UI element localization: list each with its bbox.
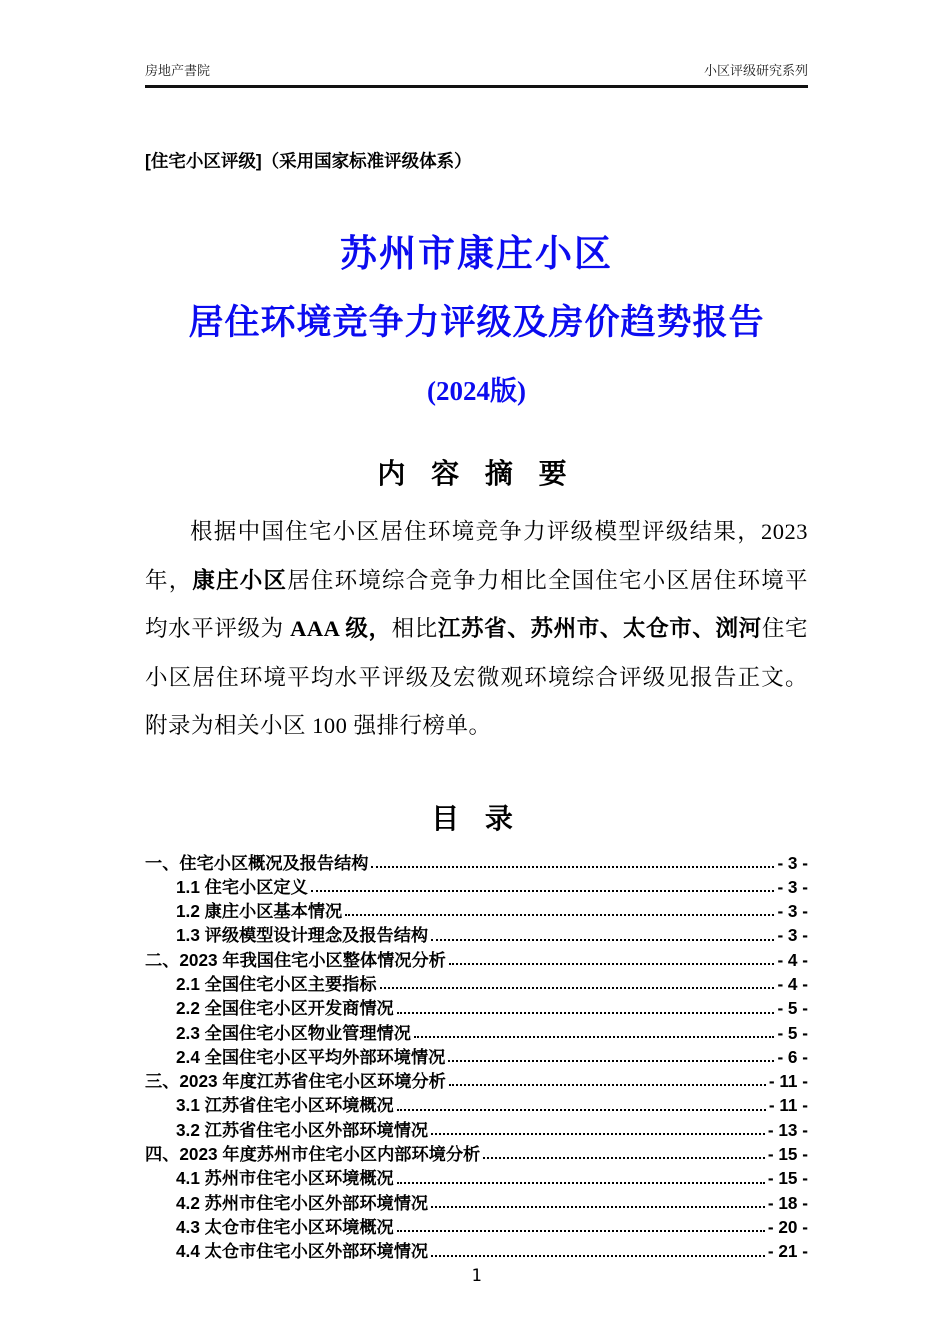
toc-entry-page: - 3 - [777, 901, 808, 922]
toc-entry[interactable] [145, 921, 808, 945]
header-left-text: 房地产書院 [145, 63, 211, 78]
abstract-segment: 相比 [391, 616, 438, 641]
toc-heading: 目 录 [431, 802, 522, 834]
toc-entry[interactable] [145, 970, 808, 994]
abstract-segment: AAA 级， [290, 616, 392, 641]
toc-entry-label: 3.2 江苏省住宅小区外部环境情况 [176, 1119, 429, 1140]
toc-entry[interactable] [145, 897, 808, 921]
toc-entry-label: 3.1 江苏省住宅小区环境概况 [176, 1095, 394, 1116]
toc-dot-leader [414, 1036, 775, 1038]
toc-dot-leader [431, 1255, 765, 1257]
toc-entry-page: - 13 - [767, 1119, 808, 1140]
toc-entry-label: 2.2 全国住宅小区开发商情况 [176, 998, 394, 1019]
abstract-paragraph [145, 508, 808, 751]
toc-entry-page: - 5 - [777, 998, 808, 1019]
toc-entry[interactable] [145, 1140, 808, 1164]
report-edition: (2024版) [427, 376, 526, 406]
toc-entry-page: - 3 - [777, 852, 808, 873]
rating-system-label: [住宅小区评级]（采用国家标准评级体系） [145, 151, 472, 171]
toc-entry[interactable] [145, 1067, 808, 1091]
toc-entry[interactable] [145, 1116, 808, 1140]
toc-entry-label: 三、2023 年度江苏省住宅小区环境分析 [145, 1071, 446, 1092]
toc-entry-label: 四、2023 年度苏州市住宅小区内部环境分析 [145, 1144, 481, 1165]
toc-dot-leader [397, 1012, 775, 1014]
toc-entry-page: - 3 - [777, 876, 808, 897]
toc-dot-leader [431, 1133, 765, 1135]
toc-entry-page: - 11 - [768, 1071, 808, 1092]
toc-entry-page: - 15 - [767, 1144, 808, 1165]
toc-entry-page: - 3 - [777, 925, 808, 946]
running-header [145, 0, 808, 88]
abstract-segment: 居住环境综合竞争力相比全国住宅小区居住环境平均水平评级为 [145, 567, 808, 641]
toc-entry[interactable] [145, 1189, 808, 1213]
toc-entry-label: 2.3 全国住宅小区物业管理情况 [176, 1022, 411, 1043]
toc-entry-label: 4.1 苏州市住宅小区环境概况 [176, 1168, 394, 1189]
toc-entry-page: - 18 - [767, 1192, 808, 1213]
toc-entry[interactable] [145, 849, 808, 873]
toc-entry-label: 二、2023 年我国住宅小区整体情况分析 [145, 949, 446, 970]
toc-entry[interactable] [145, 1237, 808, 1261]
toc-entry[interactable] [145, 1091, 808, 1115]
toc-dot-leader [397, 1109, 766, 1111]
toc-entry-label: 4.3 太仓市住宅小区环境概况 [176, 1216, 394, 1237]
toc-dot-leader [449, 963, 775, 965]
abstract-segment: 根据中国住宅小区居住环境竞争力评级模型评级结果，2023 年， [145, 519, 808, 593]
toc-entry-label: 4.4 太仓市住宅小区外部环境情况 [176, 1241, 429, 1262]
report-title-line2: 居住环境竞争力评级及房价趋势报告 [188, 303, 765, 342]
toc-dot-leader [431, 939, 774, 941]
toc-entry-page: - 21 - [767, 1241, 808, 1262]
toc-entry-page: - 11 - [768, 1095, 808, 1116]
toc-dot-leader [311, 890, 775, 892]
toc-entry-label: 2.1 全国住宅小区主要指标 [176, 973, 377, 994]
toc-entry-page: - 6 - [777, 1046, 808, 1067]
toc-dot-leader [397, 1230, 765, 1232]
toc-entry-label: 一、住宅小区概况及报告结构 [145, 852, 369, 873]
toc-entry-label: 4.2 苏州市住宅小区外部环境情况 [176, 1192, 429, 1213]
title-block [145, 223, 808, 408]
report-title-line1: 苏州市康庄小区 [340, 234, 613, 275]
abstract-segment: 住宅小区居住环境平均水平评级及宏微观环境综合评级见报告正文。附录为相关小区 100 强排行榜单。 [145, 616, 808, 738]
toc-dot-leader [448, 1060, 774, 1062]
toc-dot-leader [380, 987, 775, 989]
toc-entry[interactable] [145, 946, 808, 970]
toc-entry[interactable] [145, 994, 808, 1018]
toc-entry[interactable] [145, 873, 808, 897]
toc-entry[interactable] [145, 1213, 808, 1237]
toc-list [145, 849, 808, 1262]
toc-entry-page: - 20 - [767, 1216, 808, 1237]
toc-dot-leader [483, 1157, 765, 1159]
toc-entry-page: - 4 - [777, 949, 808, 970]
toc-dot-leader [345, 914, 774, 916]
toc-entry[interactable] [145, 1019, 808, 1043]
abstract-segment: 康庄小区 [192, 567, 288, 593]
header-right-text: 小区评级研究系列 [703, 63, 808, 78]
page-number: 1 [471, 1266, 482, 1286]
toc-entry-label: 1.1 住宅小区定义 [176, 876, 308, 897]
toc-dot-leader [397, 1182, 765, 1184]
toc-entry-label: 1.3 评级模型设计理念及报告结构 [176, 925, 429, 946]
toc-dot-leader [371, 866, 774, 868]
toc-entry[interactable] [145, 1164, 808, 1188]
abstract-heading: 内 容 摘 要 [377, 458, 576, 489]
toc-entry-label: 2.4 全国住宅小区平均外部环境情况 [176, 1046, 446, 1067]
toc-entry-page: - 5 - [777, 1022, 808, 1043]
toc-dot-leader [431, 1206, 765, 1208]
abstract-segment: 江苏省、苏州市、太仓市、浏河 [437, 616, 762, 641]
toc-entry-page: - 4 - [777, 973, 808, 994]
toc-entry-page: - 15 - [767, 1168, 808, 1189]
toc-entry[interactable] [145, 1043, 808, 1067]
toc-dot-leader [449, 1084, 766, 1086]
toc-entry-label: 1.2 康庄小区基本情况 [176, 901, 343, 922]
report-cover-page [145, 0, 808, 1344]
